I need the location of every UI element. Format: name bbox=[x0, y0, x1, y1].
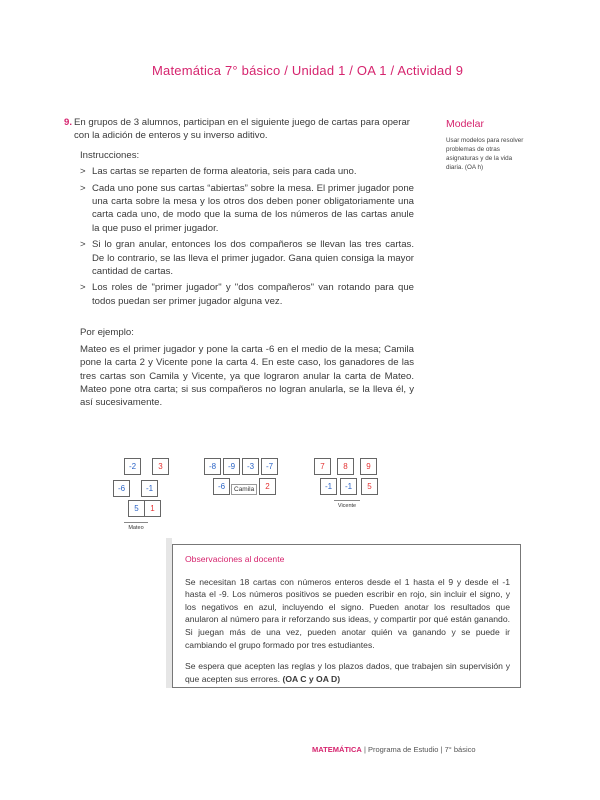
card-vicente-2: 8 bbox=[337, 458, 354, 475]
card-camila-1: -8 bbox=[204, 458, 221, 475]
example-label: Por ejemplo: bbox=[80, 327, 134, 339]
player-label-vicente: Vicente bbox=[334, 500, 360, 509]
footer-brand: MATEMÁTICA bbox=[312, 745, 362, 754]
footer-separator: | bbox=[363, 745, 366, 754]
player-label-mateo: Mateo bbox=[124, 522, 148, 531]
player-label-camila: Camila bbox=[231, 484, 257, 495]
observations-paragraph-2-text: Se espera que acepten las reglas y los plazos dados, que trabajen sin supervisión y que acepten sus errores. bbox=[185, 661, 510, 684]
instructions-label: Instrucciones: bbox=[80, 149, 140, 161]
rule-text: Cada uno pone sus cartas “abiertas” sobre la mesa. El primer jugador pone una carta sobre la mesa y los otros dos deben poner obligatoriamente una carta cada uno, de modo que la suma de los números de las cartas anule la que puso el primer jugador. bbox=[92, 182, 414, 234]
rule-text: Los roles de "primer jugador" y "dos compañeros" van rotando para que todos puedan ser primer jugador alguna vez. bbox=[92, 282, 414, 307]
activity-intro bbox=[64, 116, 414, 143]
observations-paragraph-1: Se necesitan 18 cartas con números enteros desde el 1 hasta el 9 y desde el -1 hasta el -9. Los números positivos se pueden escribir en rojo, sin incluir el signo, y los negativos en azul, incluyendo el signo. Pueden anotar los resultados que anularon al número para ir reforzando sus ideas, y compartir por qué están ganando. Si juegan más de una vez, pueden anotar quién va ganando y se puede ir cambiando el grupo formado por tres estudiantes. bbox=[185, 576, 510, 650]
list-item bbox=[80, 281, 414, 308]
card-camila-3: -3 bbox=[242, 458, 259, 475]
list-item bbox=[80, 238, 414, 278]
card-mateo-6: 1 bbox=[144, 500, 161, 517]
activity-number: 9. bbox=[64, 117, 73, 128]
card-camila-5: -6 bbox=[213, 478, 230, 495]
page-title: Matemática 7° básico / Unidad 1 / OA 1 / Actividad 9 bbox=[152, 63, 464, 78]
card-mateo-3: -6 bbox=[113, 480, 130, 497]
footer-grade: 7° básico bbox=[444, 745, 476, 754]
rules-list bbox=[80, 165, 414, 308]
sidebar-title: Modelar bbox=[446, 118, 484, 130]
footer-separator-2: | bbox=[440, 745, 443, 754]
footer-text: Programa de Estudio bbox=[368, 745, 439, 754]
card-vicente-1: 7 bbox=[314, 458, 331, 475]
observations-box bbox=[172, 544, 521, 688]
list-item bbox=[80, 165, 414, 178]
card-vicente-4: -1 bbox=[320, 478, 337, 495]
card-mateo-2: 3 bbox=[152, 458, 169, 475]
observations-title: Observaciones al docente bbox=[185, 554, 285, 564]
example-text: Mateo es el primer jugador y pone la carta -6 en el medio de la mesa; Camila pone la carta 2 y Vicente pone la carta 4. En este caso, los ganadores de las tres cartas son Camila y Vicente, ya que lograron anular la carta de Mateo. Mateo pone otra carta; si sus compañeros no logran anularla, se la lleva él, y así sucesivamente. bbox=[80, 343, 414, 409]
card-mateo-1: -2 bbox=[124, 458, 141, 475]
bullet-icon: > bbox=[80, 166, 86, 178]
activity-section bbox=[64, 116, 414, 410]
bullet-icon: > bbox=[80, 239, 86, 251]
card-mateo-4: -1 bbox=[141, 480, 158, 497]
card-camila-6: 2 bbox=[259, 478, 276, 495]
rule-text: Las cartas se reparten de forma aleatoria, seis para cada uno. bbox=[92, 166, 357, 178]
card-vicente-6: 5 bbox=[361, 478, 378, 495]
list-item bbox=[80, 182, 414, 236]
card-vicente-5: -1 bbox=[340, 478, 357, 495]
observations-codes: (OA C y OA D) bbox=[282, 673, 341, 684]
rule-text: Si lo gran anular, entonces los dos compañeros se llevan las tres cartas. De lo contrario, se las lleva el primer jugador. Gana quien consiga la mayor cantidad de cartas. bbox=[92, 239, 414, 278]
card-vicente-3: 9 bbox=[360, 458, 377, 475]
sidebar-skill bbox=[446, 118, 526, 172]
card-camila-2: -9 bbox=[223, 458, 240, 475]
activity-intro-text: En grupos de 3 alumnos, participan en el siguiente juego de cartas para operar con la adición de enteros y su inverso aditivo. bbox=[74, 117, 410, 142]
card-camila-4: -7 bbox=[261, 458, 278, 475]
cards-illustration bbox=[110, 456, 410, 538]
footer bbox=[312, 745, 476, 754]
observations-paragraph-2 bbox=[185, 660, 510, 685]
card-mateo-5: 5 bbox=[128, 500, 145, 517]
bullet-icon: > bbox=[80, 182, 86, 194]
sidebar-text: Usar modelos para resolver problemas de otras asignaturas y de la vida diaria. (OA h) bbox=[446, 137, 524, 171]
bullet-icon: > bbox=[80, 282, 86, 294]
